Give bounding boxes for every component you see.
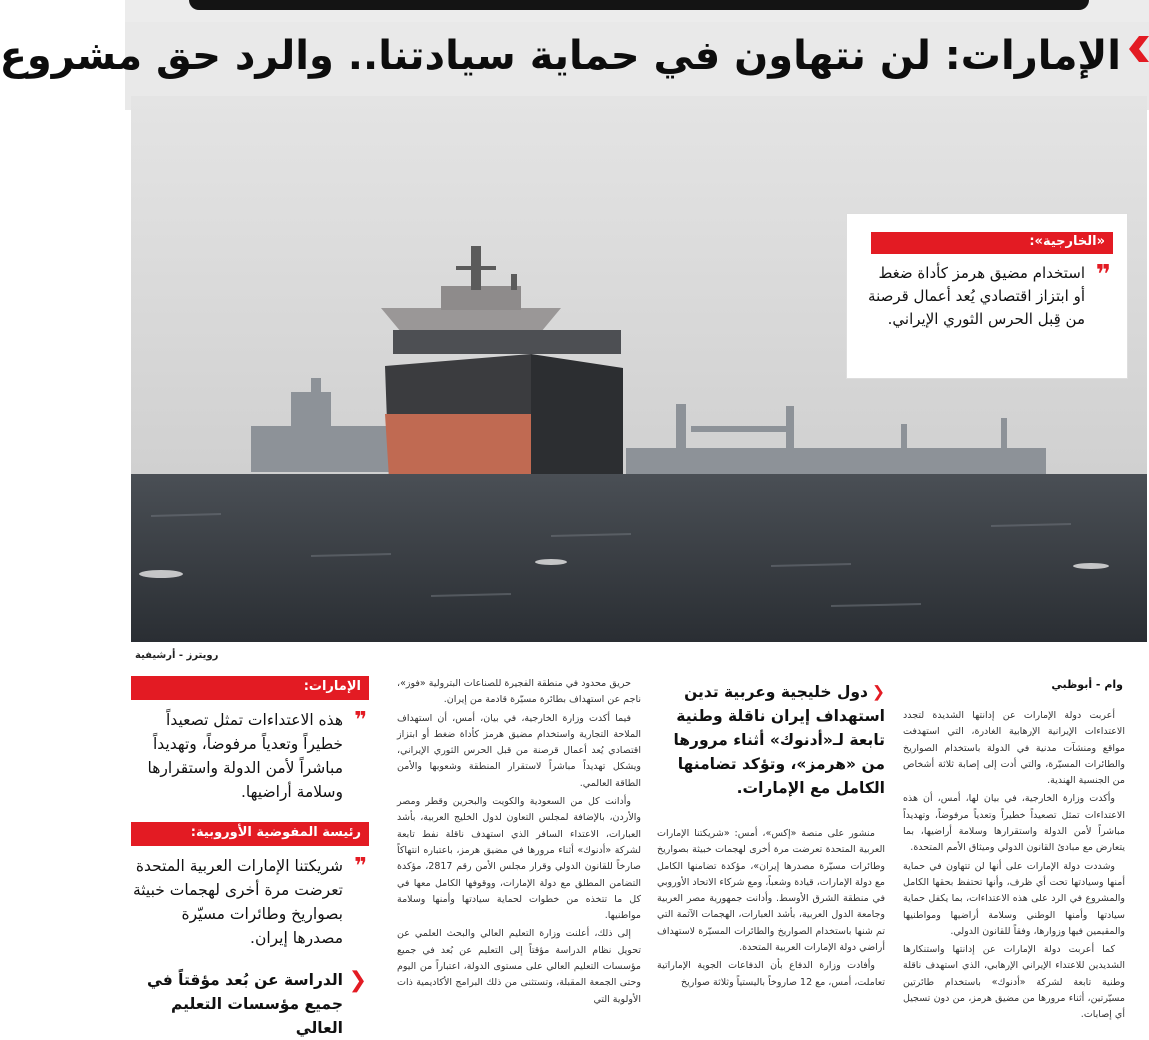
photo-credit: رويترز - أرشيفية — [135, 650, 219, 661]
sidebar-quote — [131, 822, 369, 950]
paragraph: وأكدت وزارة الخارجية، في بيان لها، أمس، أن هذه الاعتداءات تمثل تصعيداً خطيراً وتعدياً مرفوضاً، وتهديداً مباشراً لأمن الدولة واستقرارها وسلامة أراضيها، بما يتعارض مع مبادئ القانون الدولي وميثاق الأمم المتحدة. — [903, 793, 1125, 854]
paragraph: منشور على منصة «إكس»، أمس: «شريكتنا الإمارات العربية المتحدة تعرضت مرة أخرى لهجمات خبيثة بصواريخ وطائرات مسيّرة مصدرها إيران»، مؤكدة تضامنها الكامل مع دولة الإمارات، قيادة وشعباً، ومع شركاء الاتحاد الأوروبي في منطقة الشرق الأوسط. وأدانت جمهورية مصر العربية وجامعة الدول العربية، بأشد العبارات، الهجمات الآثمة التي تم شنها باستخدام الصواريخ والطائرات المسيّرة لاستهداف أراضي دولة الإمارات العربية المتحدة. — [656, 828, 885, 954]
chevron-icon — [1127, 36, 1149, 62]
sidebar-quote-text: شريكتنا الإمارات العربية المتحدة تعرضت مرة أخرى لهجمات خبيثة بصواريخ وطائرات مسيّرة مصدرها إيران. — [132, 857, 343, 947]
sidebar-headline — [131, 968, 369, 1040]
paragraph: وأدانت كل من السعودية والكويت والبحرين وقطر ومصر والأردن، بالإضافة لمجلس التعاون لدول الخليج العربية، بأشد العبارات، الاعتداء السافر الذي استهدف ناقلة نفط تابعة لشركة «أدنوك» أثناء مرورها في مضيق هرمز، باعتباره انتهاكاً صارخاً للقانون الدولي وقرار مجلس الأمن رقم 2817، مؤكدة التضامن المطلق مع دولة الإمارات، ووقوفها الكامل معها في كل ما تتخذه من خطوات لحماية سيادتها وأمنها وسلامة مواطنيها. — [397, 796, 641, 922]
quote-mark-icon: ❞ — [354, 708, 367, 733]
sidebar-quote-tag: رئيسة المفوضية الأوروبية: — [131, 822, 369, 846]
photo-quote-text: استخدام مضيق هرمز كأداة ضغط أو ابتزاز اقتصادي يُعد أعمال قرصنة من قِبل الحرس الثوري الإيراني. — [868, 264, 1085, 328]
article-column-1 — [903, 708, 1125, 1024]
article-column-2 — [657, 826, 885, 1024]
paragraph: وأفادت وزارة الدفاع بأن الدفاعات الجوية الإماراتية تعاملت، أمس، مع 12 صاروخاً باليستياً وثلاثة صواريخ — [657, 960, 885, 988]
paragraph: كما أعربت دولة الإمارات عن إدانتها واستنكارها الشديدين للاعتداء الإيراني الإرهابي، الذي استهدف ناقلة وطنية تابعة لشركة «أدنوك» باستخدام طائرتين مسيّرتين، أثناء مرورها من مضيق هرمز، من دون تسجيل أي إصابات. — [903, 944, 1125, 1021]
byline: وام - أبوظبي — [1051, 678, 1123, 691]
quote-mark-icon: ❞ — [354, 854, 367, 879]
article-column-3 — [397, 676, 641, 1024]
sidebar-quote-tag: الإمارات: — [131, 676, 369, 700]
quote-mark-icon: ❞ — [1095, 260, 1111, 290]
sidebar-quote — [131, 676, 369, 804]
sidebar-headline-text: الدراسة عن بُعد مؤقتاً في جميع مؤسسات التعليم العالي — [146, 971, 343, 1037]
chevron-icon: ❮ — [348, 968, 367, 993]
paragraph: إلى ذلك، أعلنت وزارة التعليم العالي والبحث العلمي عن تحويل نظام الدراسة مؤقتاً إلى التعليم عن بُعد في جميع مؤسسات التعليم العالي على مستوى الدولة، اعتباراً من اليوم وحتى الجمعة المقبلة، وتستثنى من ذلك البرامج الأكاديمية ذات الأولوية التي — [397, 928, 641, 1005]
paragraph: فيما أكدت وزارة الخارجية، في بيان، أمس، أن استهداف الملاحة التجارية واستخدام مضيق هرمز كأداة ضغط أو ابتزاز اقتصادي يُعد أعمال قرصنة من قبل الحرس الثوري الإيراني، ويشكل تهديداً مباشراً لاستقرار المنطقة وشعوبها والأمن الطاقة العالمي. — [397, 712, 641, 789]
paragraph: وشددت دولة الإمارات على أنها لن تتهاون في حماية أمنها وسيادتها تحت أي ظرف، وأنها تحتفظ بحقها الكامل والمشروع في الرد على هذه الاعتداءات، بما يكفل حماية سيادتها وأمنها الوطني وسلامة أراضيها ومواطنيها والمقيمين فيها وزوارها، وفقاً للقانون الدولي. — [903, 860, 1125, 937]
chevron-icon: ❮ — [872, 683, 885, 701]
sidebar-quote-text: هذه الاعتداءات تمثل تصعيداً خطيراً وتعدياً مرفوضاً، وتهديداً مباشراً لأمن الدولة واستقرارها وسلامة أراضيها. — [147, 711, 343, 801]
paragraph: أعربت دولة الإمارات عن إدانتها الشديدة لتجدد الاعتداءات الإيرانية الإرهابية الغادرة، التي استهدفت مواقع ومنشآت مدنية في الدولة باستخدام الصواريخ والطائرات المسيّرة، والتي أدت إلى إصابة ثلاثة أشخاص من الجنسية الهندية. — [903, 710, 1125, 787]
photo-quote-tag: «الخارجية»: — [871, 232, 1113, 254]
main-headline: الإمارات: لن نتهاون في حماية سيادتنا.. والرد حق مشروع — [0, 33, 1121, 79]
cropped-headline-strip — [125, 0, 1149, 22]
photo-quote-box — [847, 214, 1127, 378]
paragraph: حريق محدود في منطقة الفجيرة للصناعات البترولية «فوز»، ناجم عن استهداف بطائرة مسيّرة قادمة من إيران. — [397, 678, 641, 706]
sub-headline: ❮دول خليجية وعربية تدين استهداف إيران ناقلة وطنية تابعة لـ«أدنوك» أثناء مرورها من «هرمز»، وتؤكد تضامنها الكامل مع الإمارات. — [673, 683, 885, 797]
